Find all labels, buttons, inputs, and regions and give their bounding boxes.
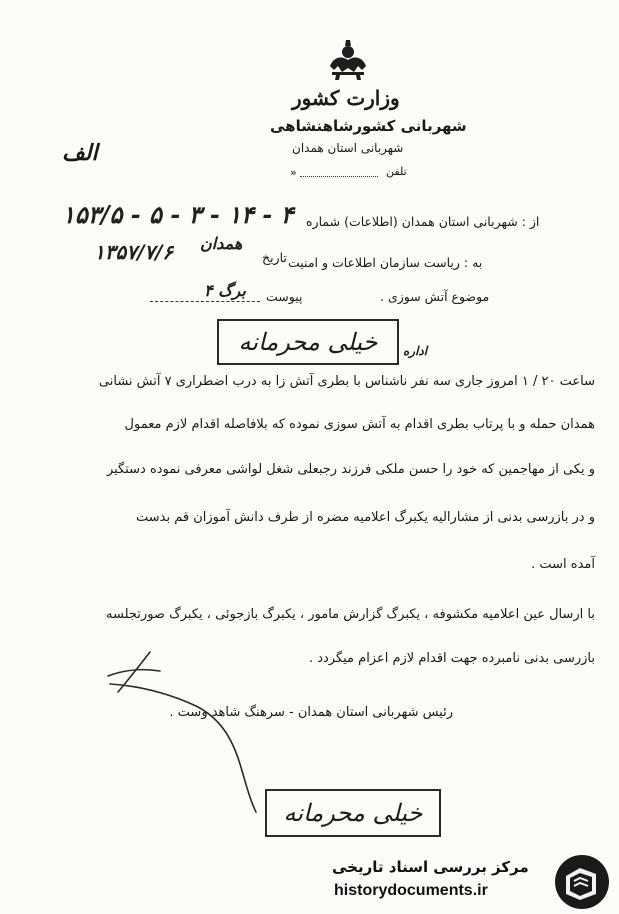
- corner-note: الف: [62, 140, 98, 166]
- top-confidential-stamp: خیلی محرمانه: [217, 319, 399, 365]
- body-line: و در بازرسی بدنی از مشارالیه یکبرگ اعلامیه مضره از طرف دانش آموزان قم بدست: [135, 510, 595, 525]
- date-label: تاریخ: [262, 250, 287, 265]
- signature-line: رئیس شهربانی استان همدان - سرهنگ شاهد وست .: [169, 705, 453, 720]
- body-line: و یکی از مهاجمین که خود را حسن ملکی فرزند رجبعلی شغل لواشی معرفی نموده دستگیر: [106, 462, 595, 477]
- city-handwritten: همدان: [200, 234, 243, 253]
- municipality-title: شهربانی کشورشاهنشاهی: [270, 117, 467, 135]
- body-line: با ارسال عین اعلامیه مکشوفه ، یکبرگ گزارش مامور ، یکبرگ بازجوئی ، یکبرگ صورتجلسه: [106, 607, 595, 622]
- attachment-label: پیوست: [266, 289, 303, 304]
- archive-logo-icon: [550, 850, 614, 914]
- attachment-handwritten: ۴ برگ: [204, 281, 246, 300]
- phone-label: تلفن: [386, 165, 407, 178]
- province-police-title: شهربانی استان همدان: [292, 141, 404, 155]
- watermark-center-name: مرکز بررسی اسناد تاریخی: [332, 858, 529, 876]
- body-line: آمده است .: [531, 557, 595, 572]
- bottom-confidential-stamp: خیلی محرمانه: [265, 789, 441, 837]
- phone-line: » تلفن: [290, 165, 407, 179]
- from-label: از : شهربانی استان همدان (اطلاعات) شماره: [306, 214, 540, 229]
- body-line: بازرسی بدنی نامبرده جهت اقدام لازم اعزام میگردد .: [308, 651, 595, 666]
- subject-label: موضوع آتش سوزی .: [380, 289, 490, 304]
- history-documents-watermark: [320, 848, 616, 912]
- letter-number: ۱۵۳/۵ - ۵ - ۳ - ۱۴ - ۴: [62, 200, 294, 229]
- to-label: به : ریاست سازمان اطلاعات و امنیت: [288, 255, 483, 270]
- watermark-website[interactable]: historydocuments.ir: [334, 882, 488, 899]
- office-note: اداره: [403, 344, 428, 358]
- body-line: ساعت ۲۰ / ۱ امروز جاری سه نفر ناشناس با بطری آتش زا به درب اضطراری ۷ آتش نشانی: [98, 374, 595, 389]
- ministry-title: وزارت کشور: [292, 86, 400, 110]
- date-handwritten: ۱۳۵۷/۷/۶: [94, 240, 174, 264]
- body-line: همدان حمله و با پرتاب بطری اقدام به آتش سوزی نموده که بلافاصله اقدام لازم معمول: [124, 417, 595, 432]
